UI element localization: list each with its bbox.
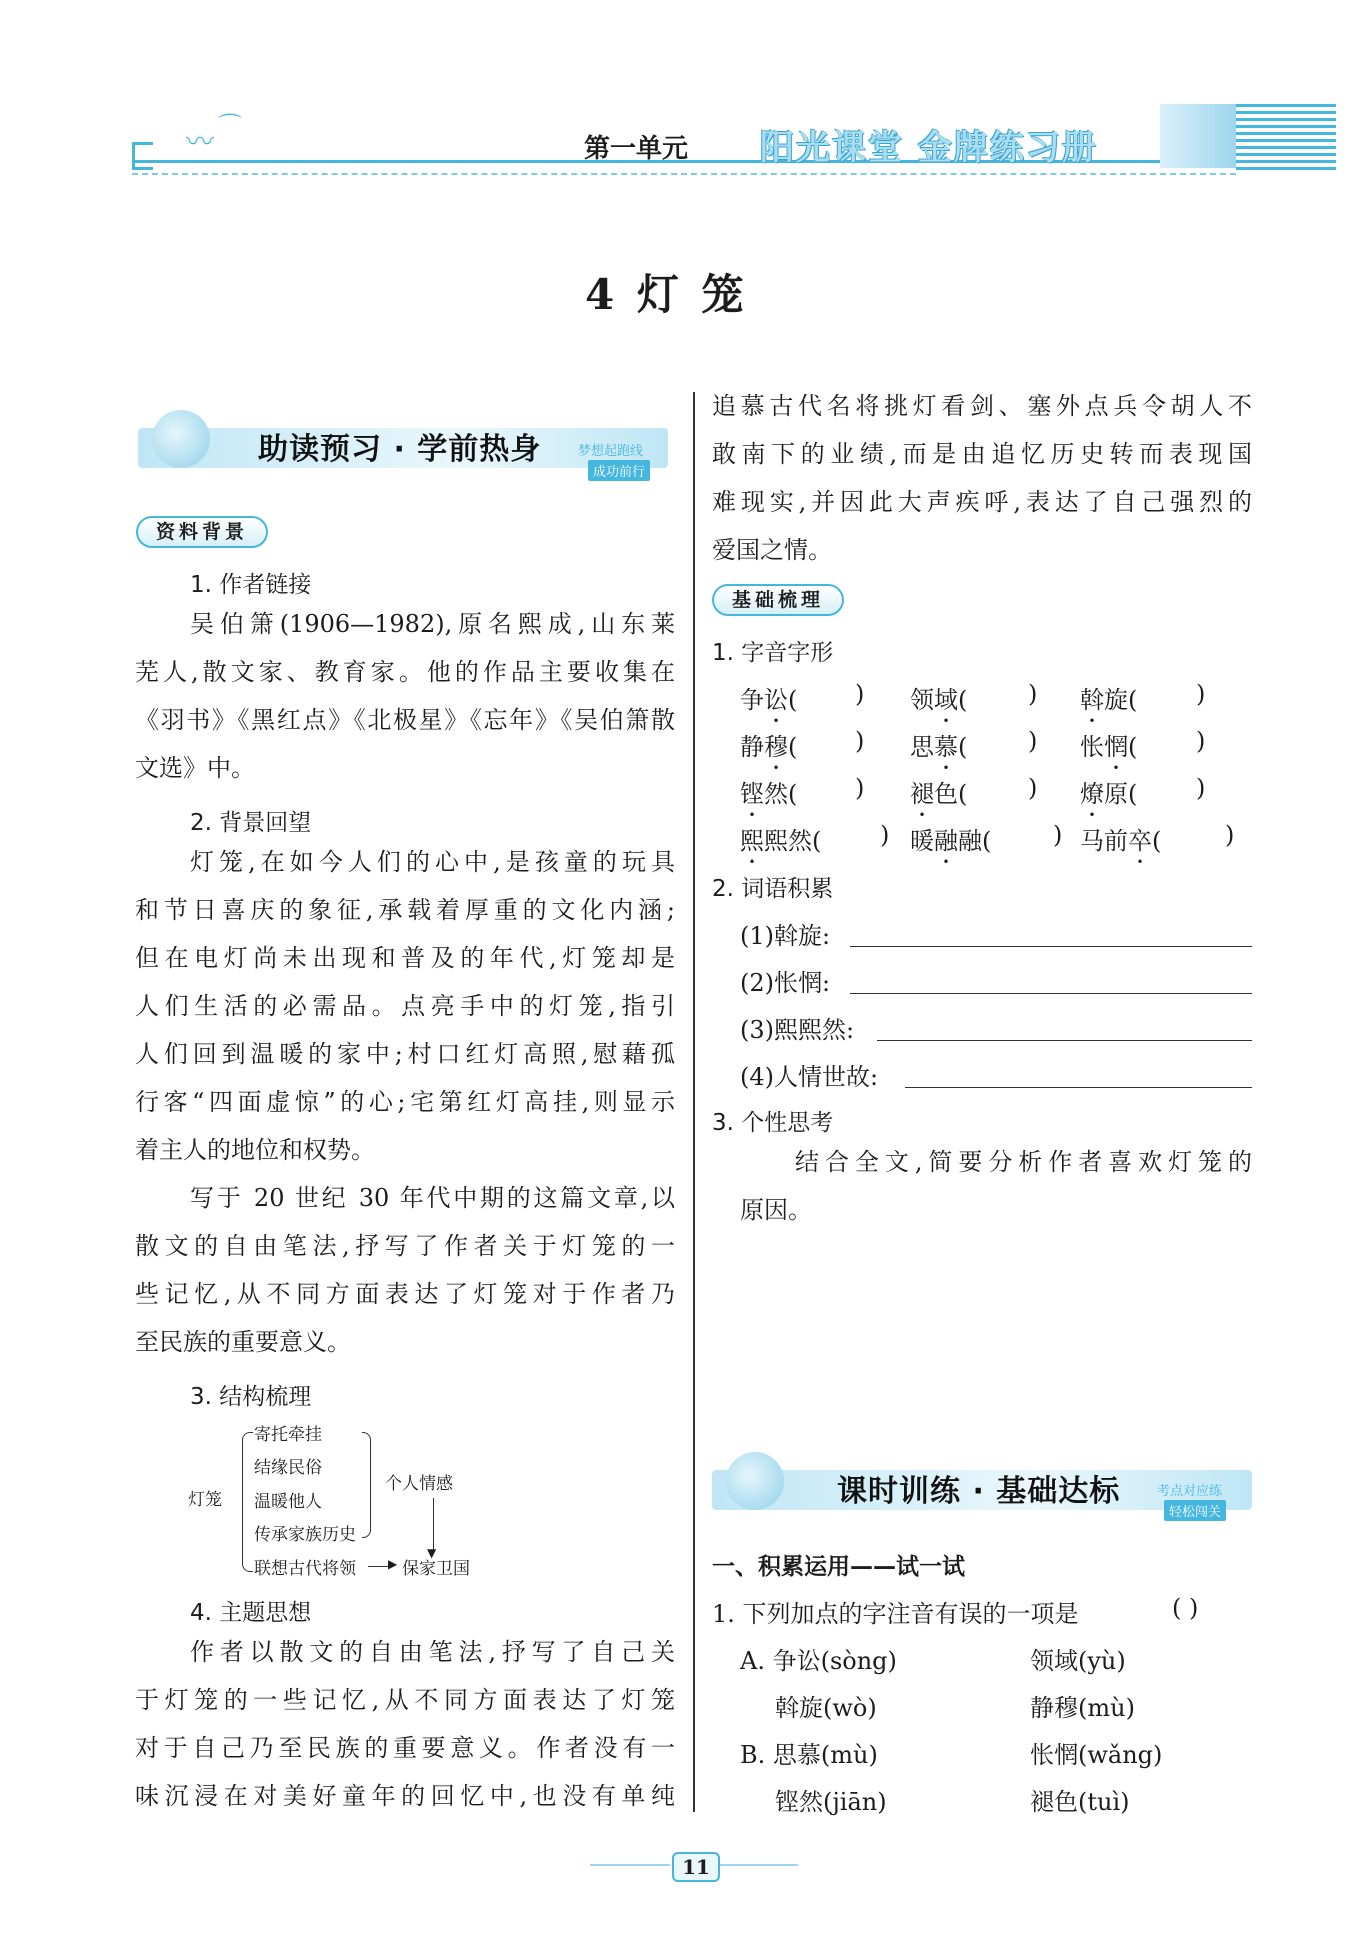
arrow-down-icon: ▼ bbox=[427, 1546, 437, 1560]
heading-background: 2. 背景回望 bbox=[190, 810, 312, 836]
pinyin-item: 褪色( bbox=[910, 780, 968, 808]
section-subtitle: 成功前行 bbox=[588, 460, 650, 481]
theme-line: 对于自己乃至民族的重要意义。作者没有一 bbox=[135, 1734, 675, 1762]
pinyin-item: 领域( bbox=[910, 686, 968, 714]
bracket: ) bbox=[855, 774, 865, 802]
bracket: ) bbox=[855, 727, 865, 755]
question-1: 1. 下列加点的字注音有误的一项是 bbox=[712, 1600, 1079, 1628]
section-banner-preview bbox=[138, 410, 668, 480]
diagram-end: 保家卫国 bbox=[402, 1559, 470, 1579]
pinyin-item: 燎原( bbox=[1080, 780, 1138, 808]
continued-line: 敢南下的业绩,而是由追忆历史转而表现国 bbox=[712, 440, 1252, 468]
bracket: ) bbox=[1028, 680, 1038, 708]
bracket: ) bbox=[1196, 774, 1206, 802]
pinyin-item: 暖融融( bbox=[910, 827, 992, 855]
pinyin-item: 熙熙然( bbox=[740, 827, 822, 855]
section-title: 助读预习 · 学前热身 bbox=[258, 432, 542, 467]
unit-label: 第一单元 bbox=[584, 134, 689, 164]
answer-line[interactable] bbox=[850, 993, 1252, 994]
tree-icon bbox=[726, 1452, 784, 1510]
option-b: B. 思慕(mù) bbox=[740, 1741, 878, 1769]
lesson-title: 4 灯 笼 bbox=[585, 270, 748, 319]
vocab-item: (2)怅惘: bbox=[740, 969, 831, 997]
author-line: 文选》中。 bbox=[135, 754, 255, 782]
option-a: 静穆(mù) bbox=[1030, 1694, 1135, 1722]
diagram-item: 结缘民俗 bbox=[254, 1458, 322, 1478]
option-b: 褪色(tuì) bbox=[1030, 1788, 1130, 1816]
vocab-item: (1)斡旋: bbox=[740, 922, 831, 950]
bracket: ) bbox=[1028, 727, 1038, 755]
background-line: 着主人的地位和权势。 bbox=[135, 1136, 375, 1164]
background-line: 和节日喜庆的象征,承载着厚重的文化内涵; bbox=[135, 896, 675, 924]
bracket: ) bbox=[880, 821, 890, 849]
heading-vocab: 2. 词语积累 bbox=[712, 876, 834, 902]
heading-pronunciation: 1. 字音字形 bbox=[712, 640, 834, 666]
heading-structure: 3. 结构梳理 bbox=[190, 1384, 312, 1410]
vocab-item: (4)人情世故: bbox=[740, 1063, 879, 1091]
diagram-item: 寄托牵挂 bbox=[254, 1425, 322, 1445]
answer-line[interactable] bbox=[877, 1040, 1252, 1041]
theme-line: 作者以散文的自由笔法,抒写了自己关 bbox=[190, 1638, 675, 1666]
background-line: 写于 20 世纪 30 年代中期的这篇文章,以 bbox=[190, 1184, 675, 1212]
column-divider bbox=[693, 392, 695, 1812]
thinking-line: 结合全文,简要分析作者喜欢灯笼的 bbox=[795, 1148, 1252, 1176]
page-number: 11 bbox=[672, 1852, 720, 1882]
section-title: 课时训练 · 基础达标 bbox=[837, 1474, 1121, 1509]
pinyin-item: 斡旋( bbox=[1080, 686, 1138, 714]
vocab-item: (3)熙熙然: bbox=[740, 1016, 855, 1044]
background-line: 但在电灯尚未出现和普及的年代,灯笼却是 bbox=[135, 944, 675, 972]
exercise-part: 一、积累运用——试一试 bbox=[712, 1554, 965, 1580]
diagram-item: 温暖他人 bbox=[254, 1492, 322, 1512]
bird-icon: ⌒ bbox=[218, 112, 242, 140]
bracket: ) bbox=[855, 680, 865, 708]
diagram-item: 传承家族历史 bbox=[254, 1525, 356, 1545]
heading-thinking: 3. 个性思考 bbox=[712, 1110, 834, 1136]
background-line: 至民族的重要意义。 bbox=[135, 1328, 351, 1356]
pinyin-item: 思慕( bbox=[910, 733, 968, 761]
diagram-middle: 个人情感 bbox=[385, 1474, 453, 1494]
option-a: A. 争讼(sòng) bbox=[740, 1647, 897, 1675]
bracket: ) bbox=[1196, 680, 1206, 708]
brand-title: 阳光课堂 金牌练习册 bbox=[760, 128, 1098, 168]
arrow-right-icon: ▶ bbox=[388, 1557, 398, 1571]
bracket: ) bbox=[1053, 821, 1063, 849]
option-b: 怅惘(wǎng) bbox=[1030, 1741, 1163, 1769]
section-banner-training bbox=[712, 1452, 1252, 1520]
diagram-brace-right bbox=[362, 1432, 371, 1538]
author-line: 芜人,散文家、教育家。他的作品主要收集在 bbox=[135, 658, 675, 686]
diagram-brace bbox=[242, 1432, 253, 1572]
theme-line: 于灯笼的一些记忆,从不同方面表达了灯笼 bbox=[135, 1686, 675, 1714]
header-decoration bbox=[1160, 104, 1236, 168]
thinking-line: 原因。 bbox=[740, 1196, 812, 1224]
bracket: ) bbox=[1028, 774, 1038, 802]
footer-rule bbox=[590, 1864, 670, 1866]
pinyin-item: 静穆( bbox=[740, 733, 798, 761]
pinyin-item: 铿然( bbox=[740, 780, 798, 808]
option-a: 斡旋(wò) bbox=[775, 1694, 877, 1722]
author-line: 吴伯箫(1906—1982),原名熙成,山东莱 bbox=[190, 610, 675, 638]
bird-icon: 〰 bbox=[186, 125, 215, 158]
background-line: 人们回到温暖的家中;村口红灯高照,慰藉孤 bbox=[135, 1040, 675, 1068]
bracket: ) bbox=[1225, 821, 1235, 849]
author-line: 《羽书》《黑红点》《北极星》《忘年》《吴伯箫散 bbox=[135, 706, 675, 734]
diagram-arrow-down bbox=[433, 1498, 434, 1550]
section-subtitle: 梦想起跑线 bbox=[578, 444, 644, 459]
background-line: 散文的自由笔法,抒写了作者关于灯笼的一 bbox=[135, 1232, 675, 1260]
section-subtitle: 轻松闯关 bbox=[1164, 1500, 1226, 1521]
heading-theme: 4. 主题思想 bbox=[190, 1600, 312, 1626]
heading-author: 1. 作者链接 bbox=[190, 572, 312, 598]
answer-bracket[interactable]: ( ) bbox=[1172, 1594, 1199, 1622]
section-subtitle: 考点对应练 bbox=[1157, 1484, 1223, 1499]
answer-line[interactable] bbox=[850, 946, 1252, 947]
footer-rule bbox=[718, 1864, 798, 1866]
continued-line: 追慕古代名将挑灯看剑、塞外点兵令胡人不 bbox=[712, 392, 1252, 420]
diagram-root: 灯笼 bbox=[188, 1490, 222, 1510]
option-a: 领域(yù) bbox=[1030, 1647, 1126, 1675]
theme-line: 味沉浸在对美好童年的回忆中,也没有单纯 bbox=[135, 1782, 675, 1810]
bracket: ) bbox=[1196, 727, 1206, 755]
background-line: 灯笼,在如今人们的心中,是孩童的玩具 bbox=[190, 848, 675, 876]
pill-basics: 基础梳理 bbox=[712, 584, 844, 616]
continued-line: 难现实,并因此大声疾呼,表达了自己强烈的 bbox=[712, 488, 1252, 516]
background-line: 些记忆,从不同方面表达了灯笼对于作者乃 bbox=[135, 1280, 675, 1308]
pill-background: 资料背景 bbox=[136, 516, 268, 548]
continued-line: 爱国之情。 bbox=[712, 536, 832, 564]
diagram-item: 联想古代将领 bbox=[254, 1559, 356, 1579]
answer-line[interactable] bbox=[905, 1087, 1252, 1088]
pinyin-item: 马前卒( bbox=[1080, 827, 1162, 855]
pinyin-item: 争讼( bbox=[740, 686, 798, 714]
background-line: 人们生活的必需品。点亮手中的灯笼,指引 bbox=[135, 992, 675, 1020]
option-b: 铿然(jiān) bbox=[775, 1788, 887, 1816]
header-stripes bbox=[1236, 104, 1336, 174]
pinyin-item: 怅惘( bbox=[1080, 733, 1138, 761]
background-line: 行客“四面虚惊”的心;宅第红灯高挂,则显示 bbox=[135, 1088, 675, 1116]
fountain-icon bbox=[152, 410, 210, 468]
